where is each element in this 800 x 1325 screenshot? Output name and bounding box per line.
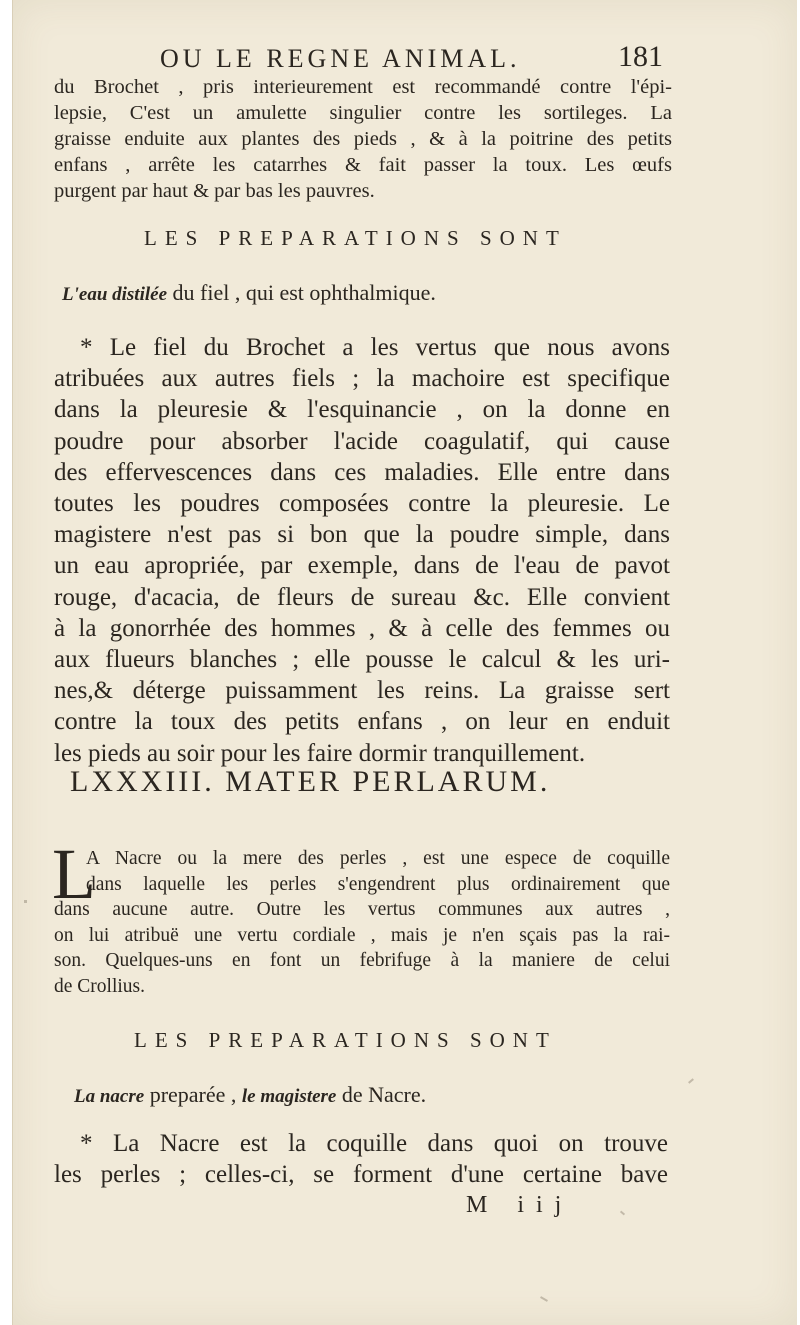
text-line: * La Nacre est la coquille dans quoi on trouve	[80, 1130, 668, 1157]
text-line: on lui atribuë une vertu cordiale , mais je n'en sçais pas la rai-	[54, 924, 670, 946]
paragraph-brochet-usage	[54, 74, 672, 204]
recipe-text: preparée ,	[144, 1082, 242, 1107]
recipe-name: le magistere	[241, 1086, 337, 1107]
text-line: * Le fiel du Brochet a les vertus que nous avons	[80, 334, 670, 361]
running-head: OU LE REGNE ANIMAL.	[160, 44, 521, 73]
text-line: poudre pour absorber l'acide coagulatif, qui cause	[54, 427, 670, 455]
text-line: magistere n'est pas si bon que la poudre simple, dans	[54, 521, 670, 549]
text-line: rouge, d'acacia, de fleurs de sureau &c. Elle convient	[54, 583, 670, 611]
text-line: les pieds au soir pour les faire dormir tranquillement.	[54, 739, 586, 767]
paragraph-nacre-coquille	[54, 1128, 668, 1190]
text-line: des effervescences dans ces maladies. Elle entre dans	[54, 458, 670, 486]
text-line: purgent par haut & par bas les pauvres.	[54, 180, 375, 202]
paragraph-fiel-du-brochet	[54, 332, 670, 769]
text-line: enfans , arrête les catarrhes & fait passer la toux. Les œufs	[54, 154, 672, 176]
recipe-text: du fiel , qui est ophthalmique.	[167, 280, 436, 305]
paragraph-mater-perlarum	[54, 846, 670, 999]
recipe-name: L'eau distilée	[62, 284, 168, 305]
paper-speck	[24, 900, 27, 903]
text-line: nes,& déterge puissamment les reins. La graisse sert	[54, 677, 670, 705]
text-line: un eau apropriée, par exemple, dans de l'eau de pavot	[54, 552, 670, 580]
preparations-heading-2: LES PREPARATIONS SONT	[134, 1028, 557, 1052]
text-line: contre la toux des petits enfans , on leur en enduit	[54, 708, 670, 736]
preparation-eau-distilee	[62, 280, 436, 306]
signature-mark: M iij	[466, 1192, 574, 1218]
preparations-heading-1: LES PREPARATIONS SONT	[144, 226, 567, 250]
text-line: atribuées aux autres fiels ; la machoire est specifique	[54, 365, 670, 393]
text-line: dans la pleuresie & l'esquinancie , on la donne en	[54, 396, 670, 424]
section-title: LXXXIII. MATER PERLARUM.	[70, 765, 551, 798]
text-line: dans aucune autre. Outre les vertus communes aux autres ,	[54, 899, 670, 920]
text-line: les perles ; celles-ci, se forment d'une certaine bave	[54, 1161, 668, 1189]
text-line: A Nacre ou la mere des perles , est une espece de coquille	[86, 848, 670, 869]
text-line: toutes les poudres composées contre la pleuresie. Le	[54, 490, 670, 518]
text-line: aux flueurs blanches ; elle pousse le calcul & les uri-	[54, 646, 670, 674]
text-line: à la gonorrhée des hommes , & à celle des femmes ou	[54, 614, 670, 642]
text-line: dans laquelle les perles s'engendrent plus ordinairement que	[86, 873, 670, 895]
page-number: 181	[618, 40, 663, 73]
preparation-nacre	[74, 1082, 426, 1108]
text-line: de Crollius.	[54, 975, 145, 997]
text-line: du Brochet , pris interieurement est recommandé contre l'épi-	[54, 76, 672, 98]
text-line: lepsie, C'est un amulette singulier contre les sortileges. La	[54, 102, 672, 124]
drop-cap: L	[52, 834, 96, 914]
text-line: son. Quelques-uns en font un febrifuge à la maniere de celui	[54, 950, 670, 971]
recipe-text: de Nacre.	[336, 1082, 427, 1107]
recipe-name: La nacre	[74, 1086, 145, 1107]
text-line: graisse enduite aux plantes des pieds , & à la poitrine des petits	[54, 128, 672, 150]
